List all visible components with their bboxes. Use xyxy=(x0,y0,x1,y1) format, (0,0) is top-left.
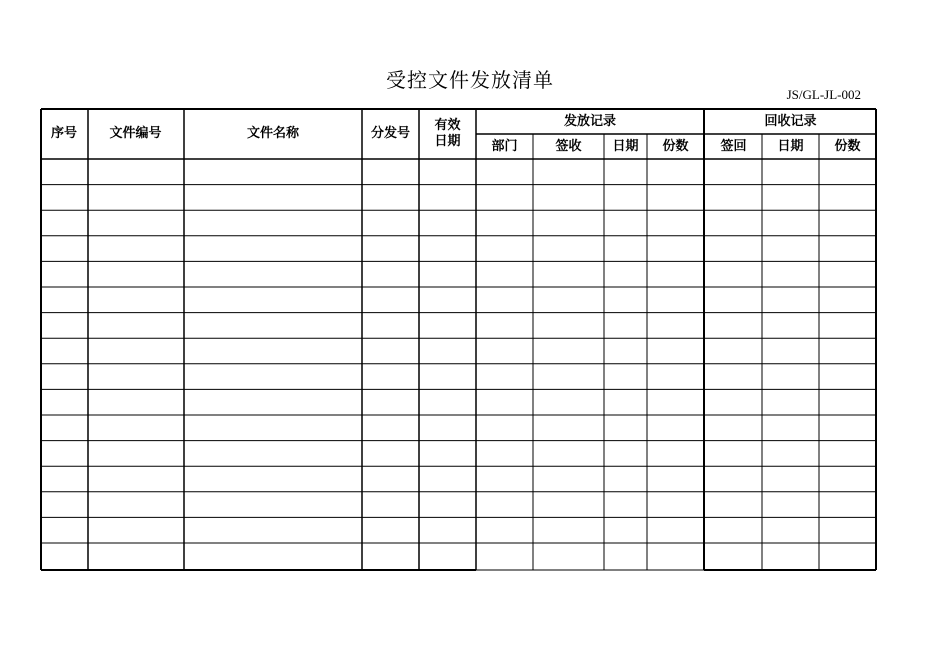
header-seq: 序号 xyxy=(50,126,77,141)
header-recall-group: 回收记录 xyxy=(764,113,817,129)
header-file-code: 文件编号 xyxy=(109,126,162,141)
document-number: JS/GL-JL-002 xyxy=(786,87,861,102)
header-recall-copies: 份数 xyxy=(834,139,861,154)
header-file-name: 文件名称 xyxy=(246,126,299,141)
header-valid-date: 有效 日期 xyxy=(434,118,461,149)
header-issue-group: 发放记录 xyxy=(563,113,616,129)
header-issue-sign: 签收 xyxy=(555,139,582,154)
header-recall-date: 日期 xyxy=(777,139,804,154)
header-recall-sign: 签回 xyxy=(720,139,747,154)
form-title: 受控文件发放清单 xyxy=(386,68,554,92)
distribution-table xyxy=(40,108,877,571)
table-grid-lines xyxy=(40,108,877,571)
header-dist-no: 分发号 xyxy=(370,126,410,141)
header-issue-copies: 份数 xyxy=(662,139,689,154)
header-issue-dept: 部门 xyxy=(491,139,518,154)
header-issue-date: 日期 xyxy=(612,139,639,154)
